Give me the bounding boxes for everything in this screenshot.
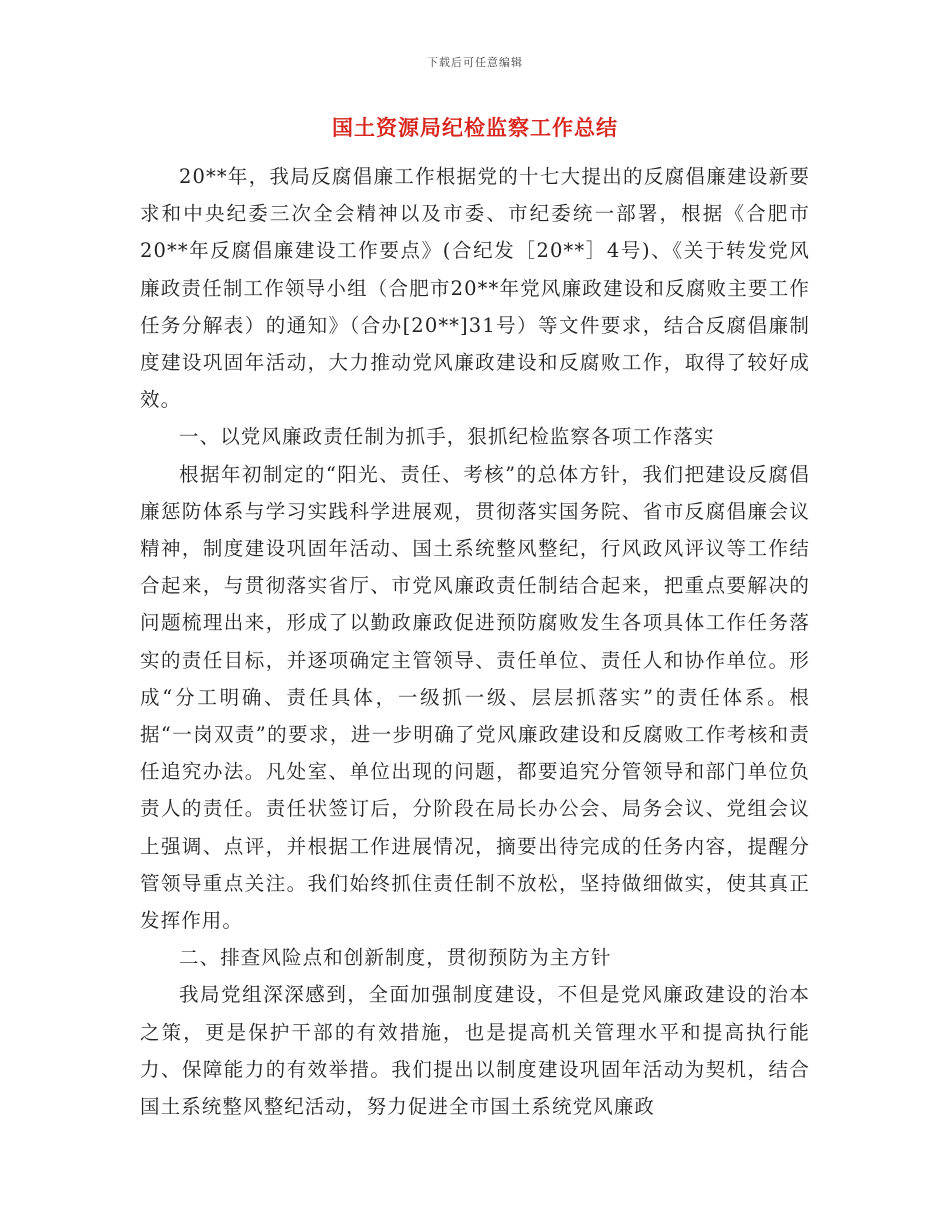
- paragraph-section-2: 我局党组深深感到，全面加强制度建设，不但是党风廉政建设的治本之策，更是保护干部的有效措施，也是提高机关管理水平和提高执行能力、保障能力的有效举措。我们提出以制度建设巩固年活动为契机，结合国土系统整风整纪活动，努力促进全市国土系统党风廉政: [140, 983, 810, 1119]
- document-body: [140, 158, 810, 1125]
- header-note: 下载后可任意编辑: [427, 56, 523, 69]
- paragraph-section-1: 根据年初制定的“阳光、责任、考核”的总体方针，我们把建设反腐倡廉惩防体系与学习实践科学进展观，贯彻落实国务院、省市反腐倡廉会议精神，制度建设巩固年活动、国土系统整风整纪，行风政风评议等工作结合起来，与贯彻落实省厅、市党风廉政责任制结合起来，把重点要解决的问题梳理出来，形成了以勤政廉政促进预防腐败发生各项具体工作任务落实的责任目标，并逐项确定主管领导、责任单位、责任人和协作单位。形成“分工明确、责任具体，一级抓一级、层层抓落实”的责任体系。根据“一岗双责”的要求，进一步明确了党风廉政建设和反腐败工作考核和责任追究办法。凡处室、单位出现的问题，都要追究分管领导和部门单位负责人的责任。责任状签订后，分阶段在局长办公会、局务会议、党组会议上强调、点评，并根据工作进展情况，摘要出待完成的任务内容，提醒分管领导重点关注。我们始终抓住责任制不放松，坚持做细做实，使其真正发挥作用。: [140, 462, 810, 933]
- document-title: 国土资源局纪检监察工作总结: [332, 115, 618, 140]
- section-heading-2: 二、排查风险点和创新制度，贯彻预防为主方针: [179, 946, 612, 970]
- paragraph-intro: 20**年，我局反腐倡廉工作根据党的十七大提出的反腐倡廉建设新要求和中央纪委三次全会精神以及市委、市纪委统一部署，根据《合肥市20**年反腐倡廉建设工作要点》(合纪发［20**］4号)、《关于转发党风廉政责任制工作领导小组（合肥市20**年党风廉政建设和反腐败主要工作任务分解表）的通知》（合办[20**]31号）等文件要求，结合反腐倡廉制度建设巩固年活动，大力推动党风廉政建设和反腐败工作，取得了较好成效。: [140, 165, 810, 412]
- section-heading-1: 一、以党风廉政责任制为抓手，狠抓纪检监察各项工作落实: [179, 425, 715, 449]
